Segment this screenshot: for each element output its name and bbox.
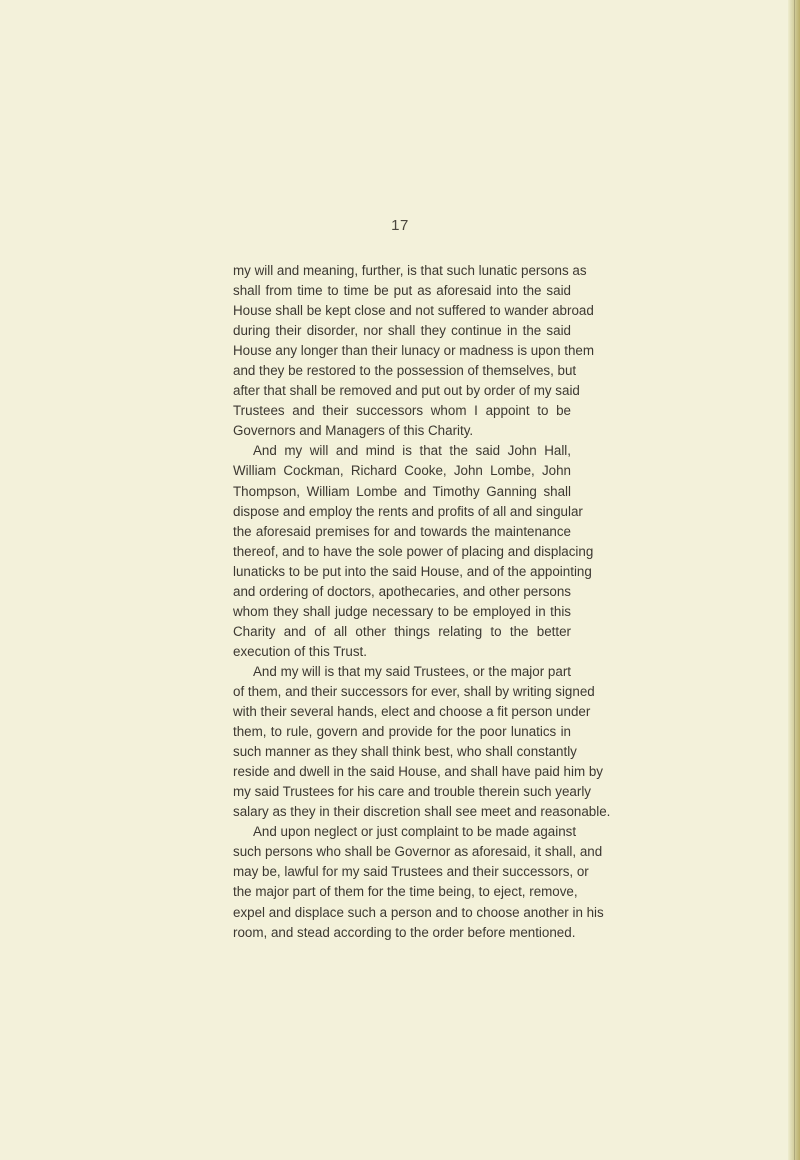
- text-line: my will and meaning, further, is that such lunatic persons as: [233, 263, 587, 278]
- text-line: thereof, and to have the sole power of placing and displacing: [233, 543, 594, 559]
- text-line: such persons who shall be Governor as aforesaid, it shall, and: [233, 844, 603, 860]
- text-line: of them, and their successors for ever, shall by writing signed: [233, 683, 595, 699]
- text-line: lunaticks to be put into the said House, and of the appointing: [233, 563, 592, 579]
- text-line: Thompson, William Lombe and Timothy Ganning shall: [233, 483, 571, 499]
- text-line: my said Trustees for his care and trouble therein such yearly: [233, 784, 591, 800]
- text-line: Trustees and their successors whom I appoint to be: [233, 403, 571, 419]
- body-text: [233, 261, 611, 943]
- text-line: William Cockman, Richard Cooke, John Lombe, John: [233, 463, 571, 479]
- text-line: And my will and mind is that the said John Hall,: [253, 443, 571, 459]
- text-line: and ordering of doctors, apothecaries, and other persons: [233, 583, 571, 599]
- text-line: during their disorder, nor shall they continue in the said: [233, 323, 571, 339]
- text-line: expel and displace such a person and to choose another in his: [233, 904, 604, 920]
- text-line: may be, lawful for my said Trustees and their successors, or: [233, 864, 589, 880]
- text-line: shall from time to time be put as aforesaid into the said: [233, 283, 571, 299]
- text-line: the major part of them for the time being, to eject, remove,: [233, 884, 578, 900]
- page-edge-line: [794, 0, 795, 1160]
- text-line: House any longer than their lunacy or madness is upon them: [233, 343, 595, 359]
- text-line: Governors and Managers of this Charity.: [233, 423, 474, 439]
- text-line: room, and stead according to the order before mentioned.: [233, 924, 576, 940]
- text-line: the aforesaid premises for and towards the maintenance: [233, 523, 571, 539]
- text-line: dispose and employ the rents and profits of all and singular: [233, 503, 583, 519]
- text-line: with their several hands, elect and choose a fit person under: [233, 704, 591, 720]
- text-line: whom they shall judge necessary to be employed in this: [233, 603, 571, 619]
- text-line: execution of this Trust.: [233, 643, 367, 659]
- text-line: And my will is that my said Trustees, or the major part: [253, 663, 571, 679]
- text-line: salary as they in their discretion shall see meet and reasonable.: [233, 804, 611, 820]
- text-line: House shall be kept close and not suffered to wander abroad: [233, 303, 594, 319]
- text-line: Charity and of all other things relating to the better: [233, 623, 571, 639]
- text-line: such manner as they shall think best, who shall constantly: [233, 744, 577, 760]
- page-number: 17: [391, 217, 409, 234]
- text-line: reside and dwell in the said House, and shall have paid him by: [233, 764, 603, 780]
- text-line: after that shall be removed and put out by order of my said: [233, 383, 580, 399]
- text-line: them, to rule, govern and provide for the poor lunatics in: [233, 724, 571, 740]
- text-line: and they be restored to the possession of themselves, but: [233, 363, 577, 379]
- text-line: And upon neglect or just complaint to be made against: [253, 824, 577, 840]
